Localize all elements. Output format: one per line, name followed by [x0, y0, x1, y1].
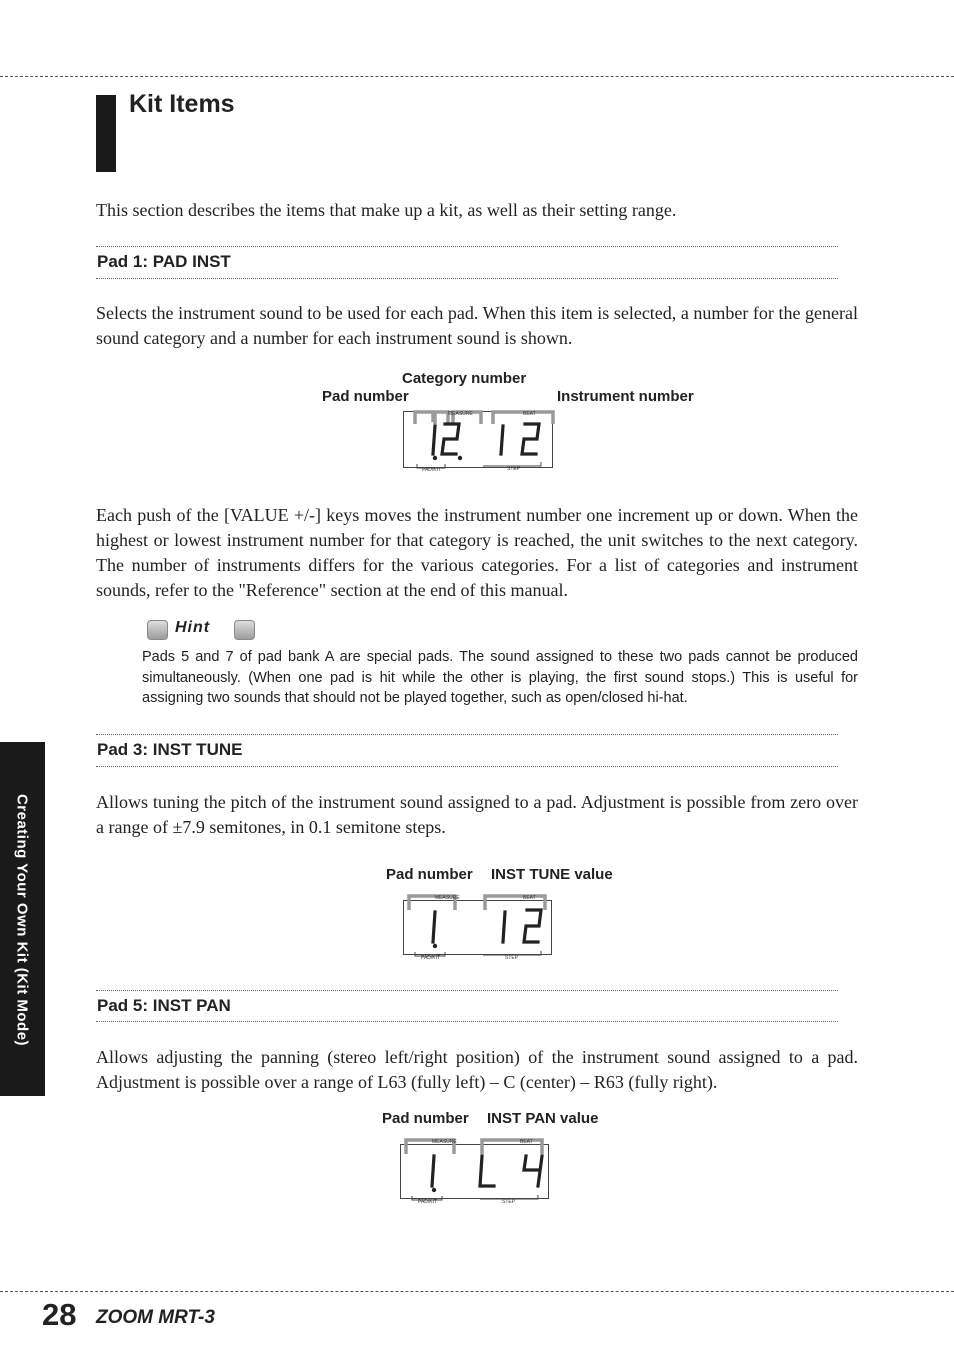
tune-value-bracket: [485, 896, 545, 910]
step-label: STEP: [505, 955, 519, 961]
divider: [96, 246, 838, 247]
measure-label: MEASURE: [435, 895, 460, 901]
inst-pan-description: Allows adjusting the panning (stereo left/right position) of the instrument sound assigned to a pad. Adjustment is possible over a range of L63 (fully left) – C (center) – R63 (fully right).: [96, 1047, 858, 1092]
inst-tune-description: Allows tuning the pitch of the instrument sound assigned to a pad. Adjustment is possible from zero over a range of ±7.9 semitones, in 0.1 semitone steps.: [96, 792, 858, 837]
lcd-digits-pad-inst: [403, 394, 563, 479]
top-rule: [0, 76, 954, 77]
title-bar: [96, 95, 116, 172]
lcd-digits-inst-tune: [403, 884, 563, 969]
beat-label: BEAT: [523, 895, 536, 901]
beat-label: BEAT: [520, 1139, 533, 1145]
product-name: ZOOM MRT-3: [96, 1307, 215, 1328]
beat-label: BEAT: [523, 411, 536, 417]
category-number-label: Category number: [402, 370, 527, 387]
inst-pan-value-label: INST PAN value: [487, 1110, 599, 1127]
pad-bracket: [415, 412, 433, 424]
page-number: 28: [42, 1297, 77, 1332]
pan-pad-number-label: Pad number: [382, 1110, 469, 1127]
step-label: STEP: [502, 1199, 516, 1205]
page-title: Kit Items: [129, 90, 235, 118]
hint-label: Hint: [175, 619, 211, 636]
lcd-digits-inst-pan: [400, 1128, 560, 1213]
instrument-number-label: Instrument number: [557, 388, 694, 405]
category-bracket: [435, 412, 448, 424]
padkit-label: PAD/KIT: [422, 467, 442, 473]
measure-label: MEASURE: [448, 411, 473, 417]
divider: [96, 990, 838, 991]
pad-number-label: Pad number: [322, 388, 409, 405]
measure-label: MEASURE: [432, 1139, 457, 1145]
chapter-side-tab-label: Creating Your Own Kit (Kit Mode): [13, 793, 31, 1047]
divider: [96, 734, 838, 735]
padkit-label: PAD/KIT: [421, 955, 441, 961]
value-keys-description: Each push of the [VALUE +/-] keys moves the instrument number one increment up or down. When the highest or lowest instrument number for that category is reached, the unit switches to the next category. The number of instruments differs for the various categories. For a list of categories and instrument sounds, refer to the "Reference" section at the end of this manual.: [96, 505, 858, 600]
divider: [96, 1021, 838, 1022]
padkit-label: PAD/KIT: [418, 1199, 438, 1205]
divider: [96, 766, 838, 767]
section-heading-inst-tune: Pad 3: INST TUNE: [97, 740, 243, 759]
section-heading-pad-inst: Pad 1: PAD INST: [97, 252, 231, 271]
bottom-rule: [0, 1291, 954, 1292]
step-label: STEP: [507, 466, 521, 472]
hint-text: Pads 5 and 7 of pad bank A are special pads. The sound assigned to these two pads cannot be produced simultaneously. (When one pad is hit while the other is playing, the first sound stops.) This is useful for assigning two sounds that should not be played together, such as open/closed hi-hat.: [142, 649, 858, 706]
hint-right-box: [234, 620, 255, 640]
tune-pad-number-label: Pad number: [386, 866, 473, 883]
pad-inst-description: Selects the instrument sound to be used for each pad. When this item is selected, a number for the general sound category and a number for each instrument sound is shown.: [96, 303, 858, 348]
section-heading-inst-pan: Pad 5: INST PAN: [97, 996, 231, 1015]
intro-text: This section describes the items that make up a kit, as well as their setting range.: [96, 200, 677, 220]
pan-value-bracket: [482, 1140, 542, 1154]
hint-left-box: [147, 620, 168, 640]
inst-tune-value-label: INST TUNE value: [491, 866, 613, 883]
divider: [96, 278, 838, 279]
